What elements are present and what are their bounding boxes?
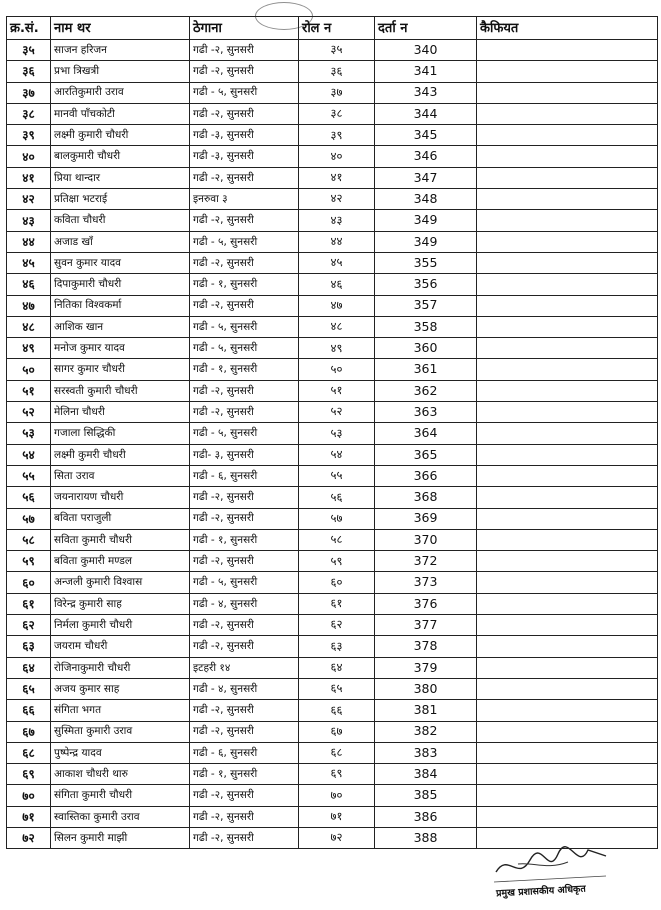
address-cell: गढी -२, सुनसरी (190, 615, 299, 636)
serial-cell: ४५ (7, 252, 51, 273)
table-row (7, 231, 658, 252)
roll-cell: ५१ (299, 380, 375, 401)
table-row (7, 125, 658, 146)
remarks-cell (477, 700, 658, 721)
address-cell: गढी -२, सुनसरी (190, 806, 299, 827)
remarks-cell (477, 487, 658, 508)
address-cell: गढी -२, सुनसरी (190, 380, 299, 401)
serial-cell: ६४ (7, 657, 51, 678)
address-cell: गढी - १, सुनसरी (190, 529, 299, 550)
roll-cell: ३५ (299, 40, 375, 61)
serial-cell: ६७ (7, 721, 51, 742)
address-cell: गढी -२, सुनसरी (190, 636, 299, 657)
name-cell: गजाला सिद्धिकी (51, 423, 190, 444)
header-name: नाम थर (51, 17, 190, 40)
registration-cell: 358 (375, 316, 477, 337)
registration-cell: 381 (375, 700, 477, 721)
serial-cell: ५० (7, 359, 51, 380)
remarks-cell (477, 380, 658, 401)
remarks-cell (477, 742, 658, 763)
registration-cell: 344 (375, 103, 477, 124)
table-row (7, 252, 658, 273)
name-cell: प्रिया थान्दार (51, 167, 190, 188)
registration-cell: 364 (375, 423, 477, 444)
registration-cell: 369 (375, 508, 477, 529)
address-cell: गढी -२, सुनसरी (190, 103, 299, 124)
remarks-cell (477, 125, 658, 146)
table-row (7, 380, 658, 401)
roll-cell: ४१ (299, 167, 375, 188)
table-row (7, 785, 658, 806)
roll-cell: ४७ (299, 295, 375, 316)
name-cell: मेलिना चौधरी (51, 402, 190, 423)
name-cell: आशिक खान (51, 316, 190, 337)
serial-cell: ५६ (7, 487, 51, 508)
name-cell: साजन हरिजन (51, 40, 190, 61)
table-row (7, 82, 658, 103)
name-cell: नितिका विश्वकर्मा (51, 295, 190, 316)
name-cell: सागर कुमार चौधरी (51, 359, 190, 380)
table-row (7, 551, 658, 572)
remarks-cell (477, 189, 658, 210)
table-row (7, 657, 658, 678)
address-cell: गढी - ४, सुनसरी (190, 593, 299, 614)
registration-cell: 373 (375, 572, 477, 593)
table-row (7, 444, 658, 465)
roll-cell: ६७ (299, 721, 375, 742)
remarks-cell (477, 636, 658, 657)
table-row (7, 806, 658, 827)
table-row (7, 103, 658, 124)
remarks-cell (477, 103, 658, 124)
table-row (7, 167, 658, 188)
registration-cell: 377 (375, 615, 477, 636)
address-cell: गढी -२, सुनसरी (190, 210, 299, 231)
roll-cell: ६२ (299, 615, 375, 636)
name-cell: लक्ष्मी कुमारी चौधरी (51, 125, 190, 146)
table-body (7, 40, 658, 849)
remarks-cell (477, 359, 658, 380)
address-cell: गढी - १, सुनसरी (190, 359, 299, 380)
remarks-cell (477, 721, 658, 742)
table-row (7, 274, 658, 295)
table-row (7, 615, 658, 636)
remarks-cell (477, 806, 658, 827)
serial-cell: ५२ (7, 402, 51, 423)
name-cell: सिलन कुमारी माझी (51, 827, 190, 848)
table-row (7, 572, 658, 593)
remarks-cell (477, 529, 658, 550)
registration-cell: 386 (375, 806, 477, 827)
address-cell: गढी -२, सुनसरी (190, 61, 299, 82)
address-cell: गढी -२, सुनसरी (190, 40, 299, 61)
serial-cell: ६० (7, 572, 51, 593)
registration-cell: 360 (375, 338, 477, 359)
table-row (7, 61, 658, 82)
registration-cell: 368 (375, 487, 477, 508)
roll-cell: ७० (299, 785, 375, 806)
name-cell: सविता कुमारी चौधरी (51, 529, 190, 550)
remarks-cell (477, 40, 658, 61)
serial-cell: ५७ (7, 508, 51, 529)
remarks-cell (477, 61, 658, 82)
roll-cell: ४० (299, 146, 375, 167)
name-cell: विरेन्द्र कुमारी साह (51, 593, 190, 614)
remarks-cell (477, 316, 658, 337)
roll-cell: ५४ (299, 444, 375, 465)
serial-cell: ५४ (7, 444, 51, 465)
serial-cell: ५५ (7, 465, 51, 486)
name-cell: स्वास्तिका कुमारी उराव (51, 806, 190, 827)
name-cell: रोजिनाकुमारी चौधरी (51, 657, 190, 678)
name-cell: दिपाकुमारी चौधरी (51, 274, 190, 295)
name-cell: प्रभा त्रिखत्री (51, 61, 190, 82)
table-row (7, 423, 658, 444)
remarks-cell (477, 295, 658, 316)
registration-cell: 346 (375, 146, 477, 167)
name-cell: बविता कुमारी मण्डल (51, 551, 190, 572)
roll-cell: ४९ (299, 338, 375, 359)
serial-cell: ४४ (7, 231, 51, 252)
roll-cell: ५३ (299, 423, 375, 444)
roll-cell: ३७ (299, 82, 375, 103)
remarks-cell (477, 508, 658, 529)
serial-cell: ६८ (7, 742, 51, 763)
registration-cell: 340 (375, 40, 477, 61)
serial-cell: ४२ (7, 189, 51, 210)
serial-cell: ६१ (7, 593, 51, 614)
remarks-cell (477, 785, 658, 806)
table-row (7, 295, 658, 316)
address-cell: गढी - ५, सुनसरी (190, 338, 299, 359)
table-row (7, 721, 658, 742)
header-registration: दर्ता न (375, 17, 477, 40)
serial-cell: ४३ (7, 210, 51, 231)
roll-cell: ६८ (299, 742, 375, 763)
registration-cell: 388 (375, 827, 477, 848)
serial-cell: ५८ (7, 529, 51, 550)
serial-cell: ६५ (7, 678, 51, 699)
name-cell: सुस्मिता कुमारी उराव (51, 721, 190, 742)
registration-cell: 365 (375, 444, 477, 465)
serial-cell: ४१ (7, 167, 51, 188)
serial-cell: ४० (7, 146, 51, 167)
roll-cell: ४८ (299, 316, 375, 337)
table-row (7, 316, 658, 337)
roll-cell: ५६ (299, 487, 375, 508)
serial-cell: ४८ (7, 316, 51, 337)
name-cell: मनोज कुमार यादव (51, 338, 190, 359)
roll-cell: ३९ (299, 125, 375, 146)
address-cell: गढी - ५, सुनसरी (190, 82, 299, 103)
serial-cell: ७१ (7, 806, 51, 827)
roll-cell: ४४ (299, 231, 375, 252)
registration-cell: 349 (375, 231, 477, 252)
serial-cell: ४६ (7, 274, 51, 295)
table-row (7, 508, 658, 529)
roll-cell: ६० (299, 572, 375, 593)
serial-cell: ३९ (7, 125, 51, 146)
table-row (7, 636, 658, 657)
address-cell: गढी -३, सुनसरी (190, 125, 299, 146)
address-cell: गढी -३, सुनसरी (190, 146, 299, 167)
serial-cell: ३७ (7, 82, 51, 103)
address-cell: गढी - ५, सुनसरी (190, 572, 299, 593)
address-cell: गढी - ४, सुनसरी (190, 678, 299, 699)
table-row (7, 742, 658, 763)
address-cell: गढी -२, सुनसरी (190, 487, 299, 508)
remarks-cell (477, 146, 658, 167)
remarks-cell (477, 615, 658, 636)
remarks-cell (477, 465, 658, 486)
registration-cell: 380 (375, 678, 477, 699)
table-row (7, 359, 658, 380)
registration-cell: 341 (375, 61, 477, 82)
registration-cell: 376 (375, 593, 477, 614)
name-cell: आरतिकुमारी उराव (51, 82, 190, 103)
name-cell: मानवी पाँचकोटी (51, 103, 190, 124)
remarks-cell (477, 252, 658, 273)
roll-cell: ४६ (299, 274, 375, 295)
address-cell: गढी- ३, सुनसरी (190, 444, 299, 465)
registration-cell: 349 (375, 210, 477, 231)
table-row (7, 678, 658, 699)
roll-cell: ६३ (299, 636, 375, 657)
student-list-table (6, 16, 658, 849)
address-cell: गढी -२, सुनसरी (190, 402, 299, 423)
name-cell: लक्ष्मी कुमरी चौधरी (51, 444, 190, 465)
registration-cell: 348 (375, 189, 477, 210)
remarks-cell (477, 593, 658, 614)
table-row (7, 487, 658, 508)
remarks-cell (477, 444, 658, 465)
name-cell: सिता उराव (51, 465, 190, 486)
address-cell: गढी - ६, सुनसरी (190, 465, 299, 486)
remarks-cell (477, 678, 658, 699)
serial-cell: ५१ (7, 380, 51, 401)
name-cell: संगिता कुमारी चौधरी (51, 785, 190, 806)
address-cell: इटहरी १४ (190, 657, 299, 678)
roll-cell: ५० (299, 359, 375, 380)
roll-cell: ५९ (299, 551, 375, 572)
roll-cell: ६६ (299, 700, 375, 721)
remarks-cell (477, 551, 658, 572)
name-cell: संगिता भगत (51, 700, 190, 721)
serial-cell: ३५ (7, 40, 51, 61)
remarks-cell (477, 402, 658, 423)
roll-cell: ७२ (299, 827, 375, 848)
table-row (7, 700, 658, 721)
address-cell: गढी -२, सुनसरी (190, 167, 299, 188)
serial-cell: ५९ (7, 551, 51, 572)
registration-cell: 383 (375, 742, 477, 763)
serial-cell: ६९ (7, 764, 51, 785)
remarks-cell (477, 423, 658, 444)
registration-cell: 370 (375, 529, 477, 550)
serial-cell: ४७ (7, 295, 51, 316)
table-row (7, 593, 658, 614)
remarks-cell (477, 167, 658, 188)
signature-label: प्रमुख प्रशासकीय अधिकृत (495, 883, 587, 900)
table-row (7, 338, 658, 359)
remarks-cell (477, 210, 658, 231)
table-row (7, 210, 658, 231)
name-cell: अजय कुमार साह (51, 678, 190, 699)
address-cell: गढी - १, सुनसरी (190, 274, 299, 295)
registration-cell: 382 (375, 721, 477, 742)
serial-cell: ४९ (7, 338, 51, 359)
roll-cell: ५२ (299, 402, 375, 423)
address-cell: गढी - ५, सुनसरी (190, 231, 299, 252)
registration-cell: 345 (375, 125, 477, 146)
serial-cell: ६२ (7, 615, 51, 636)
registration-cell: 385 (375, 785, 477, 806)
table-row (7, 189, 658, 210)
table-row (7, 402, 658, 423)
registration-cell: 357 (375, 295, 477, 316)
table-row (7, 529, 658, 550)
registration-cell: 378 (375, 636, 477, 657)
roll-cell: ३८ (299, 103, 375, 124)
address-cell: इनरुवा ३ (190, 189, 299, 210)
name-cell: प्रतिक्षा भटराई (51, 189, 190, 210)
registration-cell: 343 (375, 82, 477, 103)
name-cell: अन्जली कुमारी विश्वास (51, 572, 190, 593)
remarks-cell (477, 572, 658, 593)
roll-cell: ६५ (299, 678, 375, 699)
address-cell: गढी -२, सुनसरी (190, 721, 299, 742)
table-header-row (7, 17, 658, 40)
remarks-cell (477, 338, 658, 359)
header-remarks: कैफियत (477, 17, 658, 40)
address-cell: गढी - ५, सुनसरी (190, 316, 299, 337)
registration-cell: 379 (375, 657, 477, 678)
table-row (7, 40, 658, 61)
name-cell: जयनारायण चौधरी (51, 487, 190, 508)
table-row (7, 764, 658, 785)
remarks-cell (477, 764, 658, 785)
roll-cell: ६९ (299, 764, 375, 785)
serial-cell: ७२ (7, 827, 51, 848)
registration-cell: 361 (375, 359, 477, 380)
name-cell: कविता चौधरी (51, 210, 190, 231)
roll-cell: ५७ (299, 508, 375, 529)
address-cell: गढी - १, सुनसरी (190, 764, 299, 785)
registration-cell: 347 (375, 167, 477, 188)
roll-cell: ४२ (299, 189, 375, 210)
address-cell: गढी - ५, सुनसरी (190, 423, 299, 444)
address-cell: गढी -२, सुनसरी (190, 700, 299, 721)
name-cell: आकाश चौधरी थारु (51, 764, 190, 785)
address-cell: गढी - ६, सुनसरी (190, 742, 299, 763)
address-cell: गढी -२, सुनसरी (190, 252, 299, 273)
name-cell: निर्मला कुमारी चौधरी (51, 615, 190, 636)
header-address: ठेगाना (190, 17, 299, 40)
address-cell: गढी -२, सुनसरी (190, 295, 299, 316)
roll-cell: ६४ (299, 657, 375, 678)
serial-cell: ६६ (7, 700, 51, 721)
roll-cell: ३६ (299, 61, 375, 82)
roll-cell: ५५ (299, 465, 375, 486)
address-cell: गढी -२, सुनसरी (190, 785, 299, 806)
header-roll: रोल न (299, 17, 375, 40)
serial-cell: ३८ (7, 103, 51, 124)
roll-cell: ५८ (299, 529, 375, 550)
address-cell: गढी -२, सुनसरी (190, 508, 299, 529)
name-cell: पुष्पेन्द्र यादव (51, 742, 190, 763)
registration-cell: 363 (375, 402, 477, 423)
registration-cell: 372 (375, 551, 477, 572)
registration-cell: 362 (375, 380, 477, 401)
name-cell: सुवन कुमार यादव (51, 252, 190, 273)
serial-cell: ७० (7, 785, 51, 806)
serial-cell: ६३ (7, 636, 51, 657)
header-serial: क्र.सं. (7, 17, 51, 40)
address-cell: गढी -२, सुनसरी (190, 551, 299, 572)
registration-cell: 356 (375, 274, 477, 295)
name-cell: बविता पराजुली (51, 508, 190, 529)
table-row (7, 146, 658, 167)
roll-cell: ६१ (299, 593, 375, 614)
remarks-cell (477, 274, 658, 295)
table-row (7, 465, 658, 486)
registration-cell: 366 (375, 465, 477, 486)
remarks-cell (477, 231, 658, 252)
serial-cell: ५३ (7, 423, 51, 444)
roll-cell: ४५ (299, 252, 375, 273)
name-cell: बालकुमारी चौधरी (51, 146, 190, 167)
remarks-cell (477, 82, 658, 103)
serial-cell: ३६ (7, 61, 51, 82)
address-cell: गढी -२, सुनसरी (190, 827, 299, 848)
roll-cell: ७१ (299, 806, 375, 827)
registration-cell: 384 (375, 764, 477, 785)
registration-cell: 355 (375, 252, 477, 273)
name-cell: सरस्वती कुमारी चौधरी (51, 380, 190, 401)
roll-cell: ४३ (299, 210, 375, 231)
remarks-cell (477, 657, 658, 678)
name-cell: अजाड खाँ (51, 231, 190, 252)
name-cell: जयराम चौधरी (51, 636, 190, 657)
